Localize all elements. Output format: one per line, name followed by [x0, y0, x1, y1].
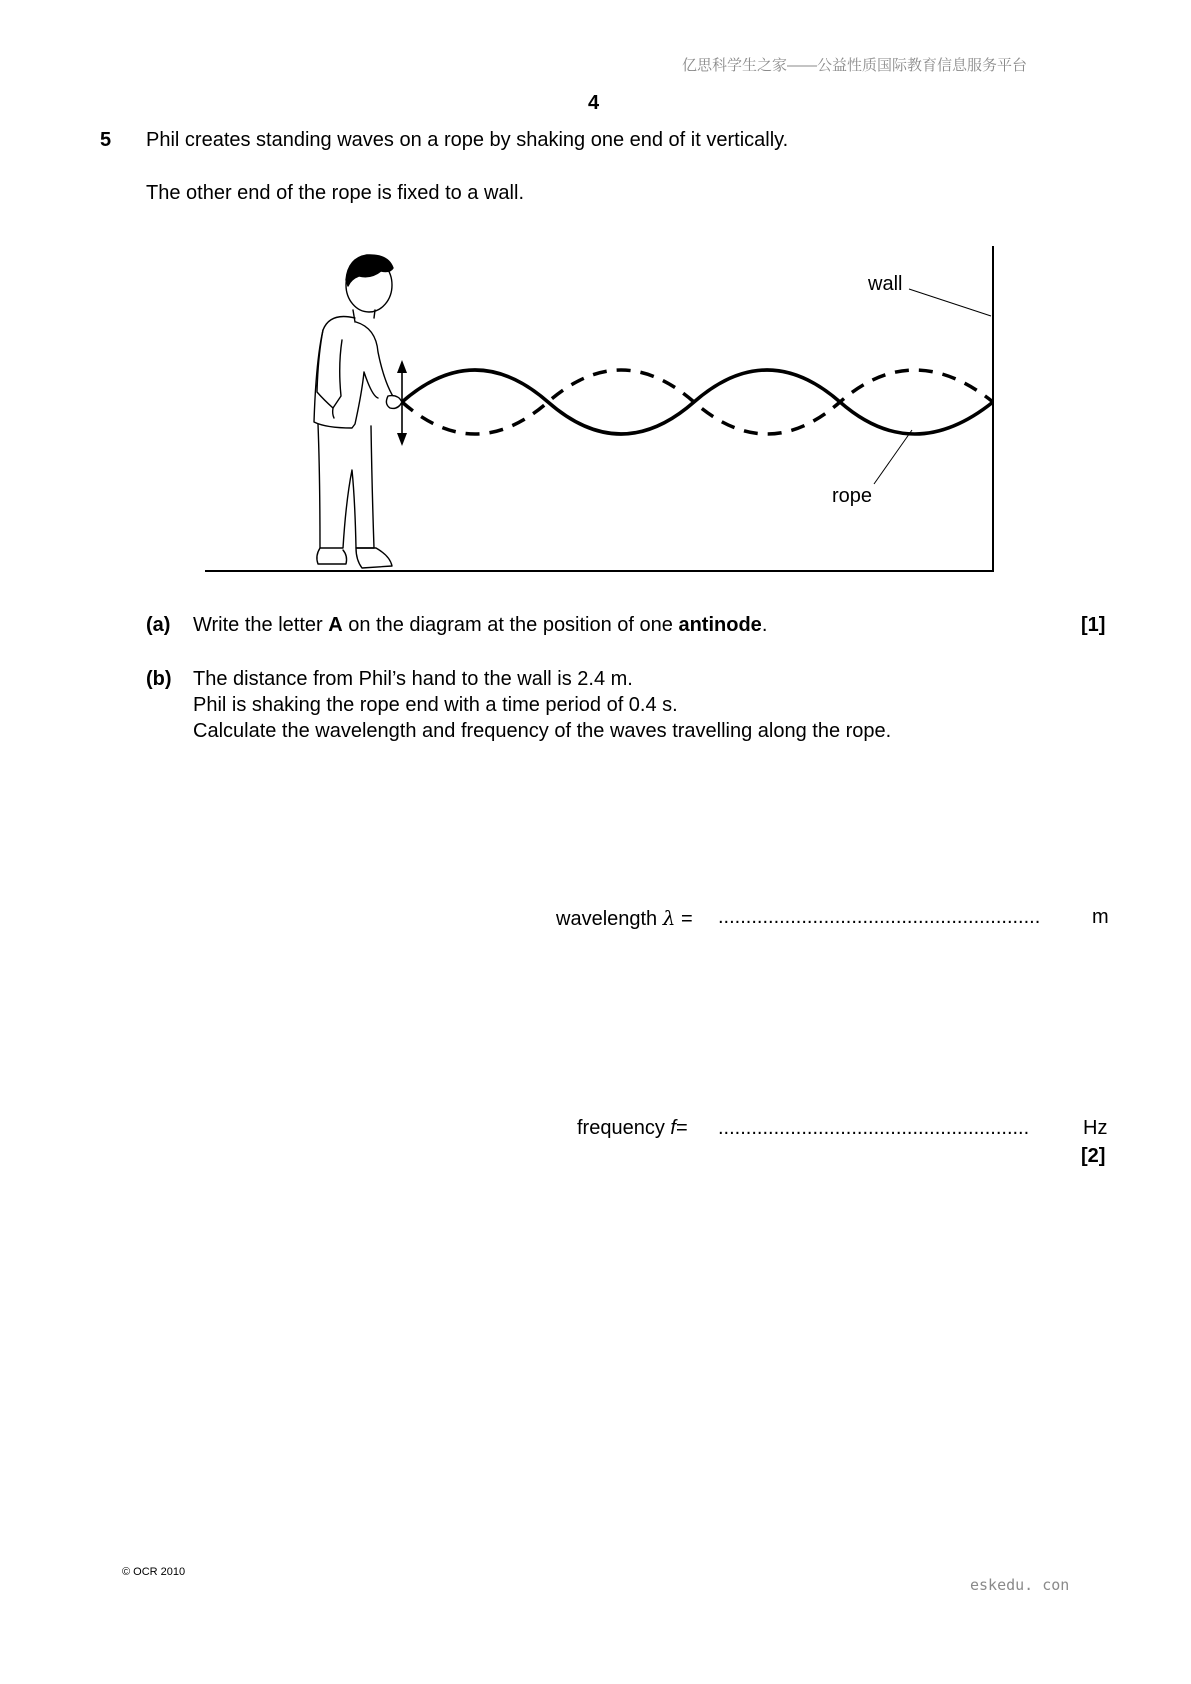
question-number: 5 [100, 129, 112, 151]
rope-dashed-wave [402, 370, 993, 434]
copyright-footer: © OCR 2010 [122, 1566, 186, 1578]
phil-figure [314, 255, 402, 568]
frequency-label-text: frequency [577, 1117, 665, 1139]
standing-wave-diagram [0, 0, 1191, 600]
part-b-marks: [2] [1081, 1145, 1106, 1167]
part-b-label: (b) [146, 668, 172, 690]
question-intro-line2: The other end of the rope is fixed to a wall. [146, 182, 524, 204]
frequency-equals: = [675, 1117, 688, 1139]
part-a-text-after: . [761, 614, 768, 636]
wavelength-label-text: wavelength [556, 908, 658, 930]
page-number: 4 [588, 92, 600, 114]
part-b-line1: The distance from Phil’s hand to the wall is 2.4 m. [193, 668, 633, 690]
part-a-text [193, 614, 767, 637]
part-a-marks: [1] [1081, 614, 1106, 636]
part-b-line3: Calculate the wavelength and frequency of the waves travelling along the rope. [193, 720, 892, 742]
footer-watermark: eskedu. con [970, 1576, 1070, 1594]
frequency-answer-line[interactable]: ........................................................ [718, 1117, 1030, 1139]
header-watermark: 亿思科学生之家——公益性质国际教育信息服务平台 [682, 57, 1028, 74]
wavelength-equals: = [681, 908, 693, 930]
rope-solid-wave [402, 370, 993, 434]
part-a-label: (a) [146, 614, 171, 636]
question-intro-line1: Phil creates standing waves on a rope by shaking one end of it vertically. [146, 129, 789, 151]
frequency-symbol: f [670, 1117, 676, 1139]
wavelength-symbol: λ [662, 906, 676, 930]
wavelength-label [556, 906, 693, 931]
wavelength-unit: m [1092, 906, 1109, 928]
rope-label: rope [832, 485, 873, 507]
part-a-text-middle: on the diagram at the position of one [342, 614, 679, 636]
part-a-bold-word: antinode [678, 614, 762, 636]
part-a-text-before: Write the letter [193, 614, 329, 636]
frequency-unit: Hz [1083, 1117, 1108, 1139]
part-b-line2: Phil is shaking the rope end with a time period of 0.4 s. [193, 694, 678, 716]
wall-label: wall [868, 273, 903, 295]
frequency-label [577, 1117, 688, 1140]
part-a-letter: A [328, 614, 343, 636]
wavelength-answer-line[interactable]: .......................................................... [718, 906, 1041, 928]
